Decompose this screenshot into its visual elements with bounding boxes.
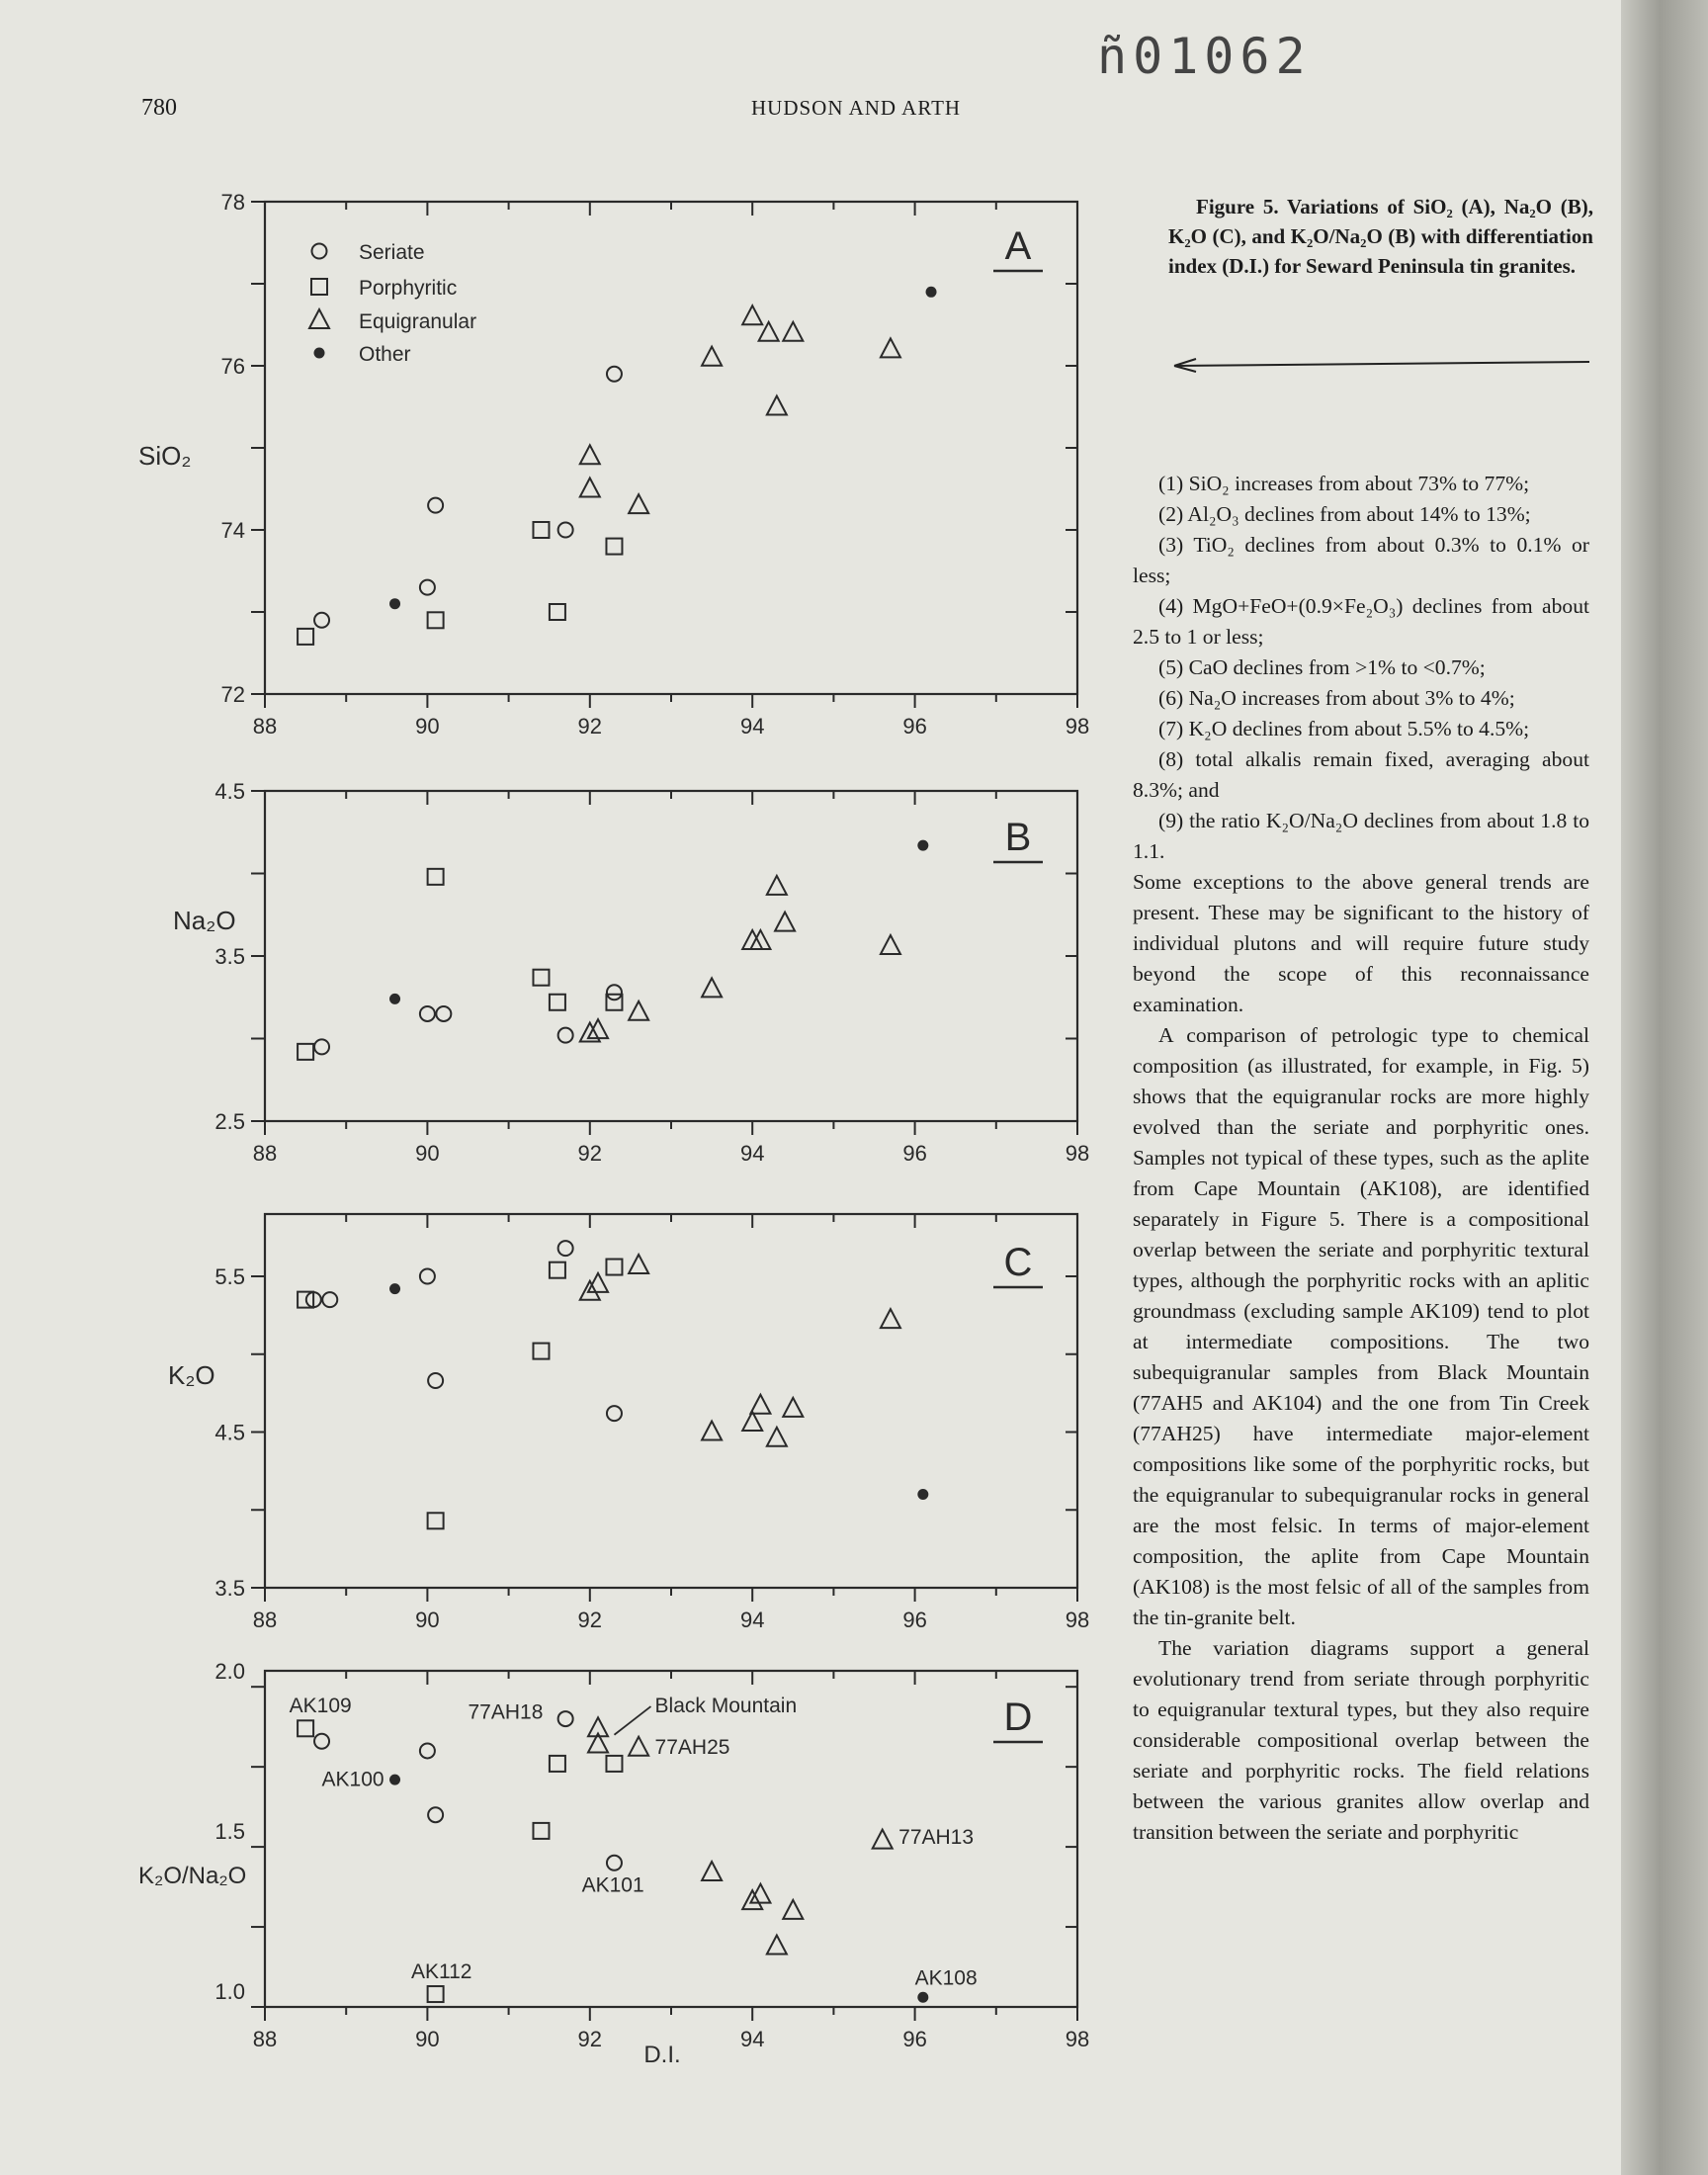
x-tick-label: 90 [415, 2027, 440, 2051]
x-tick-label: 94 [739, 2027, 765, 2051]
data-point-equigranular [881, 1309, 900, 1328]
data-point-porphyritic [550, 995, 565, 1010]
paragraph: A comparison of petrologic type to chemical composition (as illustrated, for example, in Fig. 5) shows that the equigranular rocks are more highly evolved than the seriate and porphyritic ones. Samples not typical of these types, such as the aplite from Cape Mountain (AK108), are identified separately in Figure 5. There is a compositional overlap between the seriate and porphyritic textural types, although the porphyritic rocks with an aplitic groundmass (excluding sample AK109) tend to plot at intermediate compositions. The two subequigranular samples from Black Mountain (77AH5 and AK104) and the one from Tin Creek (77AH25) have intermediate major-element compositions like some of the porphyritic rocks, but the equigranular to subequigranular rocks in general are the most felsic. In terms of major-element composition, the aplite from Cape Mountain (AK108) is the most felsic of all of the samples from the tin-granite belt. [1133, 1023, 1589, 1629]
x-tick-label: 98 [1065, 2027, 1090, 2051]
x-tick-label: 98 [1065, 1141, 1090, 1166]
y-tick-label: 5.5 [214, 1264, 245, 1289]
x-tick-label: 94 [739, 714, 765, 739]
data-point-other [917, 1489, 928, 1500]
data-point-porphyritic [533, 1823, 549, 1839]
legend-marker-equigranular [309, 309, 329, 328]
legend-label: Other [359, 343, 411, 366]
data-point-seriate [420, 580, 435, 595]
x-tick-label: 92 [577, 1608, 603, 1632]
legend-marker-porphyritic [311, 279, 327, 295]
data-point-equigranular [767, 1428, 787, 1446]
point-annotation: AK109 [289, 1695, 352, 1718]
list-item: (4) MgO+FeO+(0.9×Fe₂O₃) declines from about 2.5 to 1 or less; [1133, 594, 1589, 649]
data-point-other [917, 840, 928, 851]
point-annotation: AK112 [410, 1959, 472, 1983]
point-annotation: AK101 [581, 1873, 644, 1897]
data-point-seriate [420, 1006, 435, 1021]
y-tick-label: 78 [220, 190, 245, 215]
point-annotation: 77AH13 [898, 1825, 975, 1849]
data-point-porphyritic [428, 612, 444, 628]
panel-letter: B [1004, 816, 1032, 859]
x-tick-label: 90 [415, 714, 440, 739]
data-point-equigranular [783, 1900, 803, 1919]
data-point-equigranular [629, 494, 648, 513]
y-axis-label: Na₂O [173, 906, 236, 935]
x-tick-label: 88 [252, 714, 278, 739]
y-tick-label: 3.5 [214, 1576, 245, 1601]
paragraph: Some exceptions to the above general trends are present. These may be significant to the history of individual plutons and will require future study beyond the scope of this reconnaissance examination. [1133, 870, 1589, 1016]
data-point-seriate [314, 1734, 329, 1749]
y-tick-label: 74 [220, 518, 245, 543]
x-tick-label: 88 [252, 2027, 278, 2051]
x-tick-label: 96 [902, 1141, 927, 1166]
arrow-icon [1166, 356, 1591, 376]
x-tick-label: 94 [739, 1608, 765, 1632]
data-point-equigranular [580, 478, 600, 497]
data-point-other [389, 1775, 400, 1785]
archive-stamp: ñ01062 [1097, 28, 1312, 85]
point-annotation: 77AH25 [654, 1736, 730, 1760]
data-point-seriate [607, 367, 622, 382]
data-point-porphyritic [550, 604, 565, 620]
data-point-seriate [428, 1807, 443, 1822]
plot-frame [265, 202, 1077, 694]
data-point-seriate [558, 523, 573, 538]
body-text [1133, 469, 1589, 1848]
data-point-equigranular [629, 1255, 648, 1273]
plot-frame [265, 791, 1077, 1121]
x-tick-label: 88 [252, 1141, 278, 1166]
plot-frame [265, 1214, 1077, 1588]
figure-caption: Figure 5. Variations of SiO₂ (A), Na₂O (B), K₂O (C), and K₂O/Na₂O (B) with differentiation index (D.I.) for Seward Peninsula tin granites. [1168, 195, 1593, 278]
data-point-seriate [322, 1292, 337, 1307]
data-point-equigranular [775, 913, 795, 931]
panel-c [214, 1214, 1089, 1632]
data-point-equigranular [750, 1395, 770, 1414]
list-item: (1) SiO₂ increases from about 73% to 77%; [1158, 472, 1530, 495]
legend-marker-other [314, 348, 325, 359]
y-tick-label: 76 [220, 354, 245, 379]
data-point-equigranular [881, 338, 900, 357]
data-point-seriate [436, 1006, 451, 1021]
legend-marker-seriate [312, 244, 327, 259]
annotation-leader [614, 1706, 650, 1735]
y-tick-label: 4.5 [214, 1420, 245, 1445]
data-point-equigranular [702, 1862, 722, 1880]
data-point-equigranular [629, 1737, 648, 1756]
panel-letter: A [1004, 224, 1032, 268]
y-axis-label: K₂O/Na₂O [138, 1863, 247, 1889]
data-point-other [389, 598, 400, 609]
x-axis-label: D.I. [643, 2042, 681, 2068]
running-title: HUDSON AND ARTH [751, 96, 962, 120]
page-binding-shadow [1621, 0, 1708, 2175]
y-tick-label: 1.0 [214, 1978, 245, 2004]
data-point-equigranular [702, 347, 722, 366]
y-axis-label: SiO₂ [138, 441, 192, 471]
data-point-porphyritic [533, 522, 549, 538]
data-point-seriate [428, 1373, 443, 1388]
y-tick-label: 3.5 [214, 944, 245, 969]
panel-b [214, 779, 1089, 1166]
data-point-equigranular [588, 1019, 608, 1038]
data-point-equigranular [702, 1422, 722, 1440]
data-point-porphyritic [298, 1720, 313, 1736]
list-item: (9) the ratio K₂O/Na₂O declines from about 1.8 to 1.1. [1133, 809, 1589, 863]
data-point-porphyritic [606, 1756, 622, 1772]
data-point-porphyritic [428, 1986, 444, 2002]
panel-a [221, 190, 1090, 739]
x-tick-label: 90 [415, 1141, 440, 1166]
data-point-equigranular [881, 935, 900, 954]
data-point-seriate [607, 1406, 622, 1421]
x-tick-label: 98 [1065, 1608, 1090, 1632]
legend-label: Seriate [359, 241, 425, 264]
list-item: (3) TiO₂ declines from about 0.3% to 0.1% or less; [1133, 533, 1589, 587]
data-point-seriate [420, 1743, 435, 1758]
x-tick-label: 90 [415, 1608, 440, 1632]
data-point-porphyritic [606, 1260, 622, 1275]
panel-letter: C [1003, 1241, 1033, 1284]
y-tick-label: 2.0 [214, 1659, 245, 1684]
list-item: (6) Na₂O increases from about 3% to 4%; [1158, 686, 1515, 710]
data-point-other [389, 994, 400, 1004]
y-tick-label: 2.5 [214, 1109, 245, 1134]
data-point-equigranular [767, 876, 787, 895]
x-tick-label: 96 [902, 1608, 927, 1632]
point-annotation: 77AH18 [468, 1700, 544, 1724]
y-tick-label: 72 [220, 682, 245, 707]
data-point-equigranular [580, 445, 600, 464]
data-point-porphyritic [606, 539, 622, 555]
point-annotation: Black Mountain [654, 1695, 798, 1718]
data-point-seriate [558, 1711, 573, 1726]
y-axis-label: K₂O [168, 1360, 215, 1390]
data-point-porphyritic [533, 970, 549, 986]
data-point-equigranular [783, 322, 803, 341]
data-point-equigranular [742, 305, 762, 324]
data-point-porphyritic [533, 1344, 549, 1359]
y-tick-label: 4.5 [214, 779, 245, 804]
x-tick-label: 96 [902, 2027, 927, 2051]
data-point-equigranular [783, 1398, 803, 1417]
x-tick-label: 88 [252, 1608, 278, 1632]
data-point-other [917, 1992, 928, 2003]
data-point-porphyritic [298, 1044, 313, 1060]
x-tick-label: 98 [1065, 714, 1090, 739]
paragraph: The variation diagrams support a general evolutionary trend from seriate through porphyritic to equigranular textural types, but they also require considerable compositional overlap between the seriate and porphyritic rocks. The field relations between the various granites allow overlap and transition between the seriate and porphyritic [1133, 1636, 1589, 1844]
legend-label: Porphyritic [359, 277, 458, 300]
list-item: (7) K₂O declines from about 5.5% to 4.5%; [1158, 717, 1530, 740]
panel-d [214, 1659, 1089, 2051]
data-point-seriate [428, 498, 443, 513]
list-item: (5) CaO declines from >1% to <0.7%; [1158, 655, 1486, 679]
data-point-seriate [558, 1028, 573, 1043]
data-point-equigranular [629, 1001, 648, 1020]
data-point-equigranular [873, 1830, 893, 1849]
point-annotation: AK100 [321, 1768, 384, 1791]
page-number: 780 [141, 95, 177, 121]
list-item: (8) total alkalis remain fixed, averaging about 8.3%; and [1133, 747, 1589, 802]
data-point-porphyritic [428, 869, 444, 885]
data-point-seriate [314, 1039, 329, 1054]
x-tick-label: 92 [577, 1141, 603, 1166]
data-point-seriate [607, 1856, 622, 1870]
panel-letter: D [1003, 1696, 1033, 1739]
x-tick-label: 92 [577, 714, 603, 739]
data-point-equigranular [767, 396, 787, 415]
x-tick-label: 92 [577, 2027, 603, 2051]
data-point-equigranular [767, 1935, 787, 1954]
data-point-seriate [420, 1269, 435, 1284]
data-point-equigranular [742, 1412, 762, 1431]
data-point-equigranular [702, 978, 722, 997]
data-point-seriate [314, 613, 329, 628]
data-point-porphyritic [550, 1262, 565, 1278]
data-point-other [926, 287, 937, 298]
y-tick-label: 1.5 [214, 1818, 245, 1844]
data-point-porphyritic [550, 1756, 565, 1772]
list-item: (2) Al₂O₃ declines from about 14% to 13%; [1158, 502, 1531, 526]
legend-label: Equigranular [359, 310, 477, 333]
x-tick-label: 96 [902, 714, 927, 739]
point-annotation: AK108 [914, 1966, 978, 1990]
data-point-other [389, 1283, 400, 1294]
data-point-porphyritic [298, 629, 313, 645]
data-point-seriate [607, 985, 622, 1000]
x-tick-label: 94 [739, 1141, 765, 1166]
data-point-seriate [558, 1241, 573, 1256]
data-point-porphyritic [428, 1513, 444, 1528]
